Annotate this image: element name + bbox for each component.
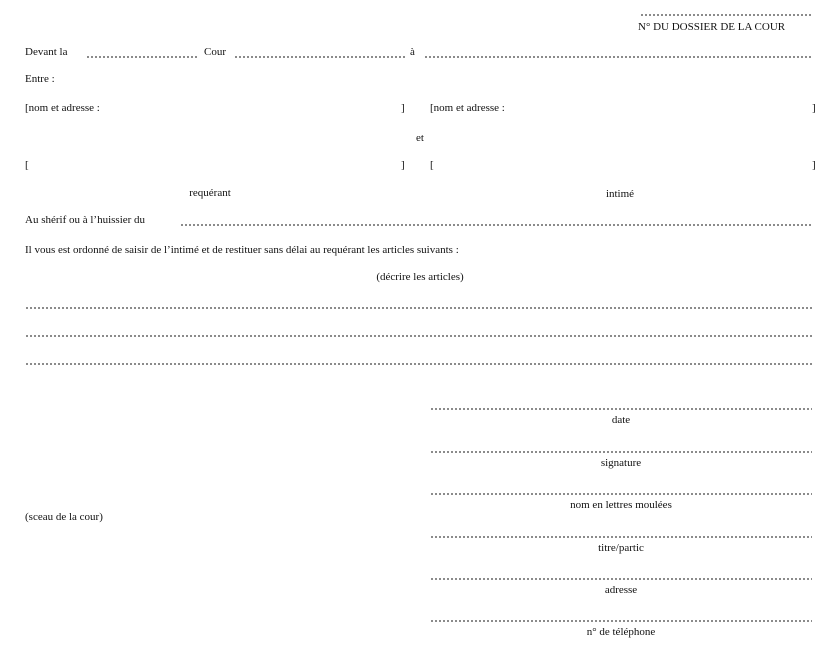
name-caption: nom en lettres moulées xyxy=(570,499,672,511)
between-label: Entre : xyxy=(25,73,55,85)
address-field[interactable] xyxy=(430,578,812,580)
applicant-bracket-close: ] xyxy=(401,102,405,114)
title-field[interactable] xyxy=(430,536,812,538)
applicant-caption: requérant xyxy=(189,187,231,199)
court-location-field[interactable] xyxy=(424,56,812,58)
applicant-bracket-open: [ xyxy=(25,159,29,171)
signature-field[interactable] xyxy=(430,451,812,453)
address-caption: adresse xyxy=(604,584,638,596)
respondent-bracket-close: ] xyxy=(812,102,816,114)
court-label: Cour xyxy=(204,46,226,58)
title-caption: titre/partic xyxy=(598,542,644,554)
at-label: à xyxy=(410,46,415,58)
court-type-field[interactable] xyxy=(234,56,406,58)
file-number-label: N° DU DOSSIER DE LA COUR xyxy=(638,21,786,33)
respondent-name-address-label: [nom et adresse : xyxy=(430,102,505,114)
describe-articles-caption: (décrire les articles) xyxy=(376,271,464,283)
article-line-2[interactable] xyxy=(25,335,812,337)
applicant-name-address-label: [nom et adresse : xyxy=(25,102,100,114)
and-label: et xyxy=(416,132,424,144)
respondent-bracket-close-2: ] xyxy=(812,159,816,171)
file-number-line[interactable] xyxy=(640,14,812,16)
court-name-field[interactable] xyxy=(86,56,198,58)
phone-field[interactable] xyxy=(430,620,812,622)
applicant-bracket-close-2: ] xyxy=(401,159,405,171)
date-field[interactable] xyxy=(430,408,812,410)
article-line-1[interactable] xyxy=(25,307,812,309)
sheriff-field[interactable] xyxy=(180,224,812,226)
signature-caption: signature xyxy=(600,457,642,469)
respondent-bracket-open: [ xyxy=(430,159,434,171)
order-text: Il vous est ordonné de saisir de l’intimé et de restituer sans délai au requérant les articles suivants : xyxy=(25,244,459,256)
respondent-caption: intimé xyxy=(605,188,635,200)
phone-caption: n° de téléphone xyxy=(586,626,656,638)
article-line-3[interactable] xyxy=(25,363,812,365)
date-caption: date xyxy=(611,414,631,426)
sheriff-label: Au shérif ou à l’huissier du xyxy=(25,214,146,226)
court-seal-label: (sceau de la cour) xyxy=(25,511,103,523)
before-label: Devant la xyxy=(25,46,68,58)
name-field[interactable] xyxy=(430,493,812,495)
